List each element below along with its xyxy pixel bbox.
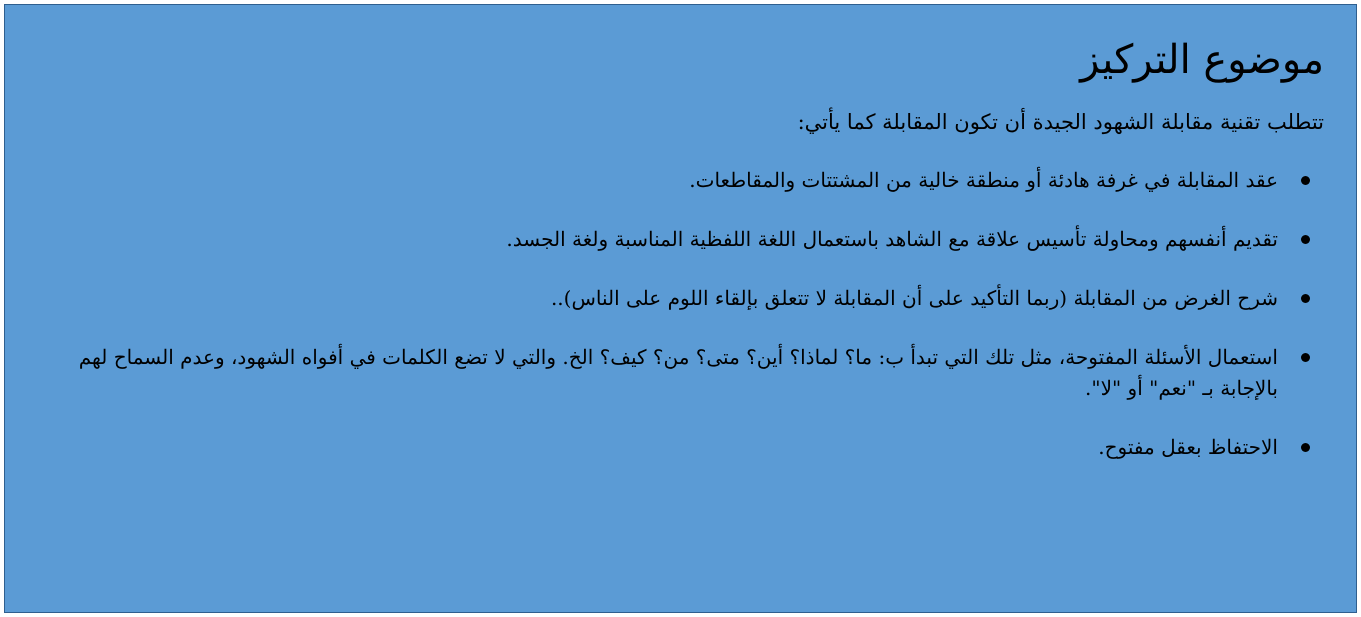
- bullet-dot-icon: [1301, 443, 1310, 452]
- bullet-dot-icon: [1301, 176, 1310, 185]
- list-item-label: شرح الغرض من المقابلة (ربما التأكيد على أن المقابلة لا تتعلق بإلقاء اللوم على الناس)..: [550, 285, 1278, 310]
- list-item: [27, 432, 1334, 463]
- list-item: [27, 165, 1334, 196]
- list-item-label: الاحتفاظ بعقل مفتوح.: [1098, 434, 1278, 459]
- list-item: [27, 224, 1334, 255]
- list-item: [27, 283, 1334, 314]
- bullet-list: [27, 165, 1334, 463]
- list-item-label: تقديم أنفسهم ومحاولة تأسيس علاقة مع الشاهد باستعمال اللغة اللفظية المناسبة ولغة الجسد.: [506, 226, 1278, 251]
- list-item-label: عقد المقابلة في غرفة هادئة أو منطقة خالية من المشتتات والمقاطعات.: [689, 167, 1278, 192]
- bullet-dot-icon: [1301, 294, 1310, 303]
- intro-paragraph: تتطلب تقنية مقابلة الشهود الجيدة أن تكون المقابلة كما يأتي:: [797, 110, 1324, 134]
- list-item: [27, 342, 1334, 404]
- slide-content: [5, 5, 1356, 491]
- bullet-dot-icon: [1301, 353, 1310, 362]
- list-item-label: استعمال الأسئلة المفتوحة، مثل تلك التي تبدأ ب: ما؟ لماذا؟ أين؟ متى؟ من؟ كيف؟ الخ. والتي لا تضع الكلمات في أفواه الشهود، وعدم السماح لهم بالإجابة بـ "نعم" أو "لا".: [78, 344, 1278, 400]
- page-title: موضوع التركيز: [1080, 37, 1324, 83]
- bullet-dot-icon: [1301, 235, 1310, 244]
- slide-canvas: [4, 4, 1357, 613]
